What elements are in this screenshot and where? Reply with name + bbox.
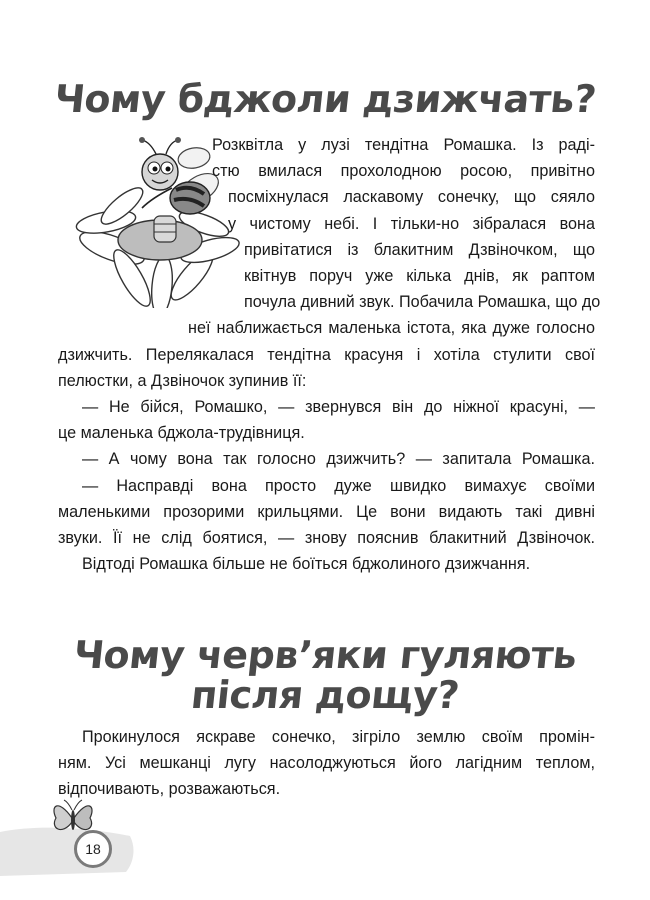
page-number: 18 xyxy=(74,830,112,868)
text-line: посміхнулася ласкавому сонечку, що сяяло xyxy=(228,188,595,207)
text-line: пелюстки, а Дзвіночок зупинив її: xyxy=(58,371,307,390)
text-line: — Не бійся, Ромашко, — звернувся він до ніжної красуні, — xyxy=(82,398,595,417)
story-text-bees xyxy=(58,132,601,577)
section-title-worms-line2: після дощу? xyxy=(188,673,461,717)
text-line: дзижчить. Перелякалася тендітна красуня і хотіла стулити свої xyxy=(58,345,595,364)
text-line: квітнув поруч уже кілька днів, як раптом xyxy=(244,267,595,286)
story-text-worms xyxy=(58,724,595,803)
text-line: неї наближається маленька істота, яка дуже голосно xyxy=(188,319,595,338)
text-line: це маленька бджола-трудівниця. xyxy=(58,424,305,443)
text-line: маленькими прозорими крильцями. Це вони видають такі дивні xyxy=(58,502,595,521)
text-line: відпочивають, розважаються. xyxy=(58,780,281,799)
text-line: Розквітла у лузі тендітна Ромашка. Із раді- xyxy=(212,136,595,154)
text-line: Відтоді Ромашка більше не боїться бджолиного дзижчання. xyxy=(82,555,531,574)
section-title-bees: Чому бджоли дзижчать? xyxy=(52,77,598,121)
text-line: стю вмилася прохолодною росою, привітно xyxy=(212,162,595,181)
text-line: — Насправді вона просто дуже швидко вимахує своїми xyxy=(82,476,595,495)
text-line: Прокинулося яскраве сонечко, зігріло землю своїм промін- xyxy=(82,728,595,746)
text-line: ням. Усі мешканці лугу насолоджуються його лагідним теплом, xyxy=(58,754,595,773)
text-line: почула дивний звук. Побачила Ромашка, що до xyxy=(244,293,601,312)
text-line: звуки. Її не слід боятися, — знову пояснив блакитний Дзвіночок. xyxy=(58,529,595,548)
text-line: — А чому вона так голосно дзижчить? — запитала Ромашка. xyxy=(82,450,595,469)
text-line: у чистому небі. І тільки-но зібралася вона xyxy=(228,214,595,233)
text-line: привітатися із блакитним Дзвіночком, що xyxy=(244,240,595,259)
section-title-worms-line1: Чому черв’яки гуляють xyxy=(71,633,579,677)
